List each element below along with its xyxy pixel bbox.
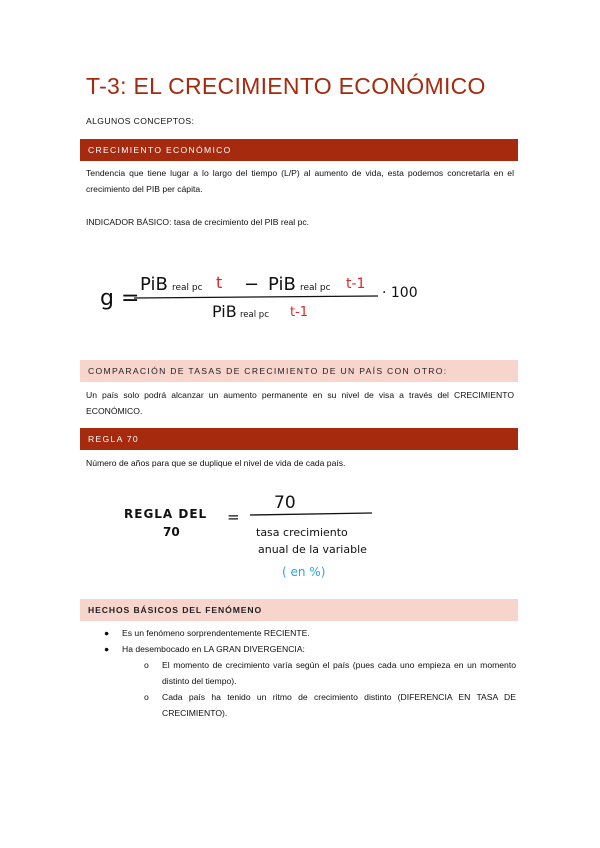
regla-lhs-line2: 70: [163, 525, 180, 539]
regla-numerator: 70: [274, 493, 296, 513]
formula-num-a-time: t: [216, 273, 223, 292]
list-item: [104, 641, 516, 721]
bullet-dot-icon: ●: [104, 628, 110, 638]
formula-den-sub: real pc: [240, 310, 269, 320]
regla-lhs-line1: REGLA DEL: [124, 507, 208, 521]
paragraph-crecimiento: Tendencia que tiene lugar a lo largo del tiempo (L/P) al aumento de vida, esta podemos concretarla en el crecimiento del PIB per cápita.: [86, 168, 514, 194]
list-item-text: Ha desembocado en LA GRAN DIVERGENCIA:: [122, 644, 305, 654]
formula-lhs: g =: [100, 286, 140, 311]
formula-times: · 100: [382, 285, 418, 301]
bullet-circle-icon: o: [144, 692, 149, 702]
hechos-list: [104, 625, 516, 721]
page-title: T-3: EL CRECIMIENTO ECONÓMICO: [86, 73, 486, 99]
formula-num-b-sub: real pc: [300, 283, 331, 293]
formula-num-b-time: t-1: [346, 276, 366, 292]
list-item: [104, 625, 516, 641]
section-heading-crecimiento: CRECIMIENTO ECONÓMICO: [80, 139, 518, 161]
formula-num-a: PiB: [140, 274, 168, 295]
regla-den-line1: tasa crecimiento: [256, 526, 348, 539]
regla-equals: =: [227, 508, 240, 526]
paragraph-regla70: Número de años para que se duplique el nivel de vida de cada país.: [86, 458, 346, 468]
list-item-text: Es un fenómeno sorprendentemente RECIENTE.: [122, 628, 310, 638]
formula-den-time: t-1: [290, 305, 309, 320]
sub-list: [144, 657, 516, 721]
section-heading-comparacion: COMPARACIÓN DE TASAS DE CRECIMIENTO DE UN PAÍS CON OTRO:: [80, 360, 518, 382]
regla-fraction-bar: [250, 513, 372, 515]
section-heading-regla70: REGLA 70: [80, 428, 518, 450]
sub-list-item: [144, 657, 516, 689]
formula-den: PiB: [212, 302, 237, 321]
sub-list-item-text: El momento de crecimiento varía según el país (pues cada uno empieza en un momento distinto del tiempo).: [162, 660, 516, 686]
paragraph-indicador: INDICADOR BÁSICO: tasa de crecimiento del PIB real pc.: [86, 217, 310, 227]
formula-num-b: PiB: [268, 274, 296, 295]
subtitle: ALGUNOS CONCEPTOS:: [86, 116, 195, 126]
formula-minus: −: [244, 274, 260, 295]
formula-num-a-sub: real pc: [172, 283, 203, 293]
section-heading-hechos: HECHOS BÁSICOS DEL FENÓMENO: [80, 599, 518, 621]
regla-note: ( en %): [282, 565, 326, 579]
bullet-circle-icon: o: [144, 660, 149, 670]
bullet-dot-icon: ●: [104, 644, 110, 654]
sub-list-item-text: Cada país ha tenido un ritmo de crecimiento distinto (DIFERENCIA EN TASA DE CRECIMIENTO).: [162, 692, 516, 718]
sub-list-item: [144, 689, 516, 721]
regla-den-line2: anual de la variable: [258, 543, 367, 556]
paragraph-comparacion: Un país solo podrá alcanzar un aumento permanente en su nivel de visa a través del CRECIMIENTO ECONÓMICO.: [86, 390, 514, 416]
